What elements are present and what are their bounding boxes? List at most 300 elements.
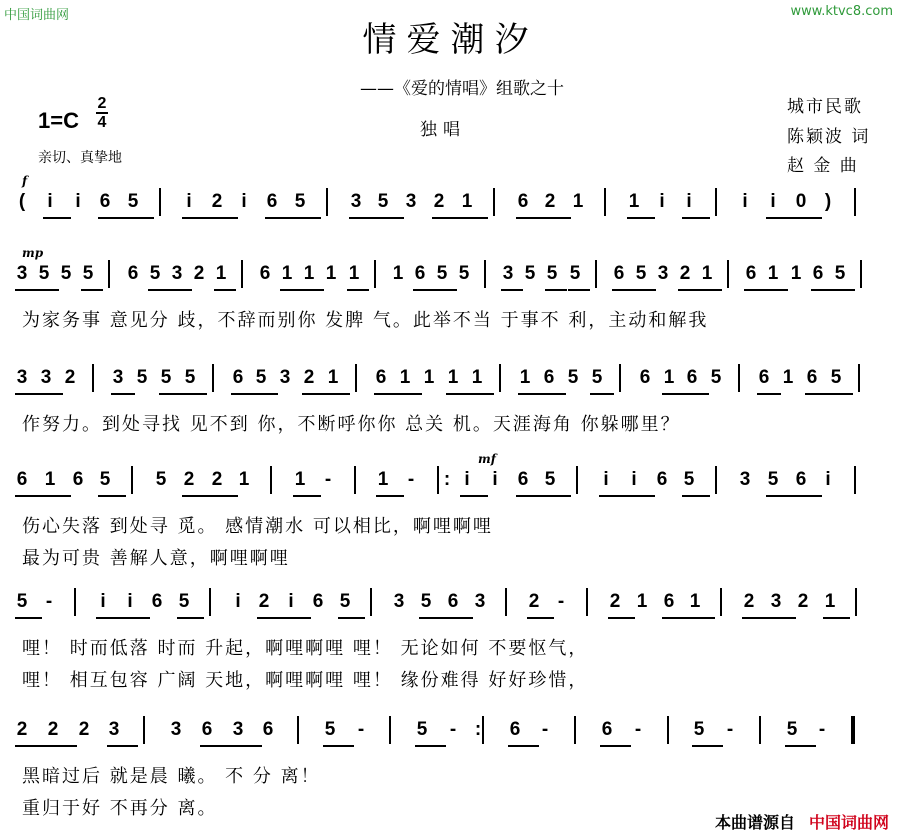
note: 5 [420, 591, 432, 612]
barline [493, 188, 495, 216]
barline [727, 260, 729, 288]
repeat-dots: : [474, 719, 482, 740]
note: i [770, 191, 776, 212]
note: 2 [183, 469, 195, 490]
note: 1 [782, 367, 794, 388]
beam [688, 617, 715, 619]
note: 1 [663, 367, 675, 388]
note: 6 [613, 263, 625, 284]
beam [805, 393, 829, 395]
note: 5 [324, 719, 336, 740]
beam [527, 617, 554, 619]
beam [785, 745, 816, 747]
barline [858, 364, 860, 392]
note: - [557, 591, 565, 612]
beam [81, 289, 103, 291]
source-footer [715, 810, 889, 833]
barline [108, 260, 110, 288]
beam [182, 495, 210, 497]
beam [542, 393, 566, 395]
beam [231, 393, 255, 395]
notes-row [14, 190, 876, 220]
note: 2 [16, 719, 28, 740]
note: 3 [279, 367, 291, 388]
notes-row [14, 468, 876, 498]
beam [374, 393, 398, 395]
note: i [75, 191, 81, 212]
note: 2 [258, 591, 270, 612]
beam [744, 289, 766, 291]
note: 3 [40, 367, 52, 388]
note: 5 [136, 367, 148, 388]
barline [355, 364, 357, 392]
beam [111, 393, 135, 395]
note: 5 [544, 469, 556, 490]
beam [170, 289, 192, 291]
note: 6 [232, 367, 244, 388]
note: 5 [436, 263, 448, 284]
beam [766, 289, 788, 291]
note: 2 [797, 591, 809, 612]
barline [212, 364, 214, 392]
note: 1 [325, 263, 337, 284]
dynamic-marking: f [22, 174, 28, 188]
note: 5 [82, 263, 94, 284]
repeat-dots: : [443, 469, 451, 490]
note: ) [824, 191, 832, 212]
note: 5 [693, 719, 705, 740]
beam [265, 217, 293, 219]
beam [435, 289, 457, 291]
barline [209, 588, 211, 616]
note: 5 [830, 367, 842, 388]
note: 5 [184, 367, 196, 388]
time-top: 2 [97, 95, 107, 112]
beam [46, 745, 77, 747]
note: 3 [770, 591, 782, 612]
note: 5 [339, 591, 351, 612]
beam [323, 745, 354, 747]
note: 1 [790, 263, 802, 284]
note: 3 [16, 367, 28, 388]
note: 6 [656, 469, 668, 490]
beam [302, 289, 324, 291]
note: 6 [795, 469, 807, 490]
note: 2 [528, 591, 540, 612]
beam [543, 495, 571, 497]
note: 1 [689, 591, 701, 612]
barline [851, 716, 855, 744]
note: 6 [127, 263, 139, 284]
beam [432, 217, 460, 219]
note: - [449, 719, 457, 740]
note: 5 [178, 591, 190, 612]
note: 1 [327, 367, 339, 388]
note: 1 [377, 469, 389, 490]
beam [15, 289, 37, 291]
beam [293, 495, 321, 497]
barline [241, 260, 243, 288]
beam [518, 393, 542, 395]
beam [210, 495, 238, 497]
barline [574, 716, 576, 744]
beam [692, 745, 723, 747]
notes-row [14, 366, 876, 396]
footer-label: 本曲谱源自 [714, 813, 795, 832]
barline [595, 260, 597, 288]
beam [302, 393, 326, 395]
note: 1 [824, 591, 836, 612]
beam [662, 617, 689, 619]
beam [349, 217, 377, 219]
note: 5 [546, 263, 558, 284]
note: 5 [377, 191, 389, 212]
note: 1 [399, 367, 411, 388]
note: i [742, 191, 748, 212]
note: 5 [591, 367, 603, 388]
note: 2 [433, 191, 445, 212]
note: - [818, 719, 826, 740]
beam [682, 495, 710, 497]
note: - [45, 591, 53, 612]
mood-marking: 亲切、真挚地 [38, 150, 122, 166]
beam [470, 393, 494, 395]
beam [446, 393, 470, 395]
beam [608, 617, 635, 619]
beam [15, 745, 46, 747]
note: 5 [99, 469, 111, 490]
note: 2 [743, 591, 755, 612]
notes-row [14, 262, 876, 292]
key-signature: 1=C [38, 108, 79, 133]
beam [543, 217, 571, 219]
note: 1 [628, 191, 640, 212]
note: 2 [211, 469, 223, 490]
beam [811, 289, 833, 291]
note: 2 [679, 263, 691, 284]
note: 6 [812, 263, 824, 284]
note: 3 [739, 469, 751, 490]
barline [576, 466, 578, 494]
note: i [464, 469, 470, 490]
barline [354, 466, 356, 494]
note: 5 [127, 191, 139, 212]
lyric-line: 最为可贵 善解人意，啊哩啊哩 [22, 548, 290, 569]
note: 5 [834, 263, 846, 284]
note: 6 [745, 263, 757, 284]
note: 6 [16, 469, 28, 490]
beam [823, 617, 850, 619]
note: 1 [423, 367, 435, 388]
note: 3 [171, 263, 183, 284]
note: 2 [64, 367, 76, 388]
barline [499, 364, 501, 392]
beam [15, 393, 39, 395]
note: i [686, 191, 692, 212]
beam [600, 745, 631, 747]
note: 3 [474, 591, 486, 612]
note: i [492, 469, 498, 490]
lyric-line: 作努力。到处寻找 见不到 你，不断呼你你 总关 机。天涯海角 你躲哪里？ [22, 414, 681, 435]
note: i [288, 591, 294, 612]
beam [612, 289, 634, 291]
note: 5 [524, 263, 536, 284]
note: 5 [635, 263, 647, 284]
lyric-line: 黑暗过后 就是晨 曦。 不 分 离！ [22, 766, 321, 787]
barline [604, 188, 606, 216]
beam [516, 217, 544, 219]
note: 3 [657, 263, 669, 284]
note: 6 [543, 367, 555, 388]
beam [96, 617, 123, 619]
note: - [407, 469, 415, 490]
note: 1 [519, 367, 531, 388]
note: 3 [232, 719, 244, 740]
beam [516, 495, 544, 497]
beam [627, 217, 655, 219]
barline [715, 466, 717, 494]
beam [833, 289, 855, 291]
barline [326, 188, 328, 216]
note: 3 [108, 719, 120, 740]
lyric-line: 哩！ 相互包容 广阔 天地，啊哩啊哩 哩！ 缘份难得 好好珍惜， [22, 670, 589, 691]
beam [742, 617, 769, 619]
note: 1 [303, 263, 315, 284]
note: i [127, 591, 133, 612]
barline [854, 466, 856, 494]
lyric-line: 哩！ 时而低落 时而 升起，啊哩啊哩 哩！ 无论如何 不要怄气， [22, 638, 589, 659]
note: 6 [266, 191, 278, 212]
note: 3 [350, 191, 362, 212]
note: 1 [281, 263, 293, 284]
note: 6 [447, 591, 459, 612]
barline [270, 466, 272, 494]
note: 2 [47, 719, 59, 740]
note: 1 [238, 469, 250, 490]
lyric-line: 重归于好 不再分 离。 [22, 798, 218, 819]
beam [419, 617, 446, 619]
beam [829, 393, 853, 395]
beam [214, 289, 236, 291]
time-bottom: 4 [97, 114, 107, 131]
beam [590, 393, 614, 395]
note: 6 [509, 719, 521, 740]
beam [326, 393, 350, 395]
note: i [603, 469, 609, 490]
beam [177, 617, 204, 619]
barline [619, 364, 621, 392]
note: 5 [255, 367, 267, 388]
note: 3 [170, 719, 182, 740]
barline [738, 364, 740, 392]
note: 6 [99, 191, 111, 212]
note: - [634, 719, 642, 740]
note: 3 [502, 263, 514, 284]
barline [484, 260, 486, 288]
barline [131, 466, 133, 494]
barline [720, 588, 722, 616]
barline [143, 716, 145, 744]
note: 2 [211, 191, 223, 212]
note: 1 [636, 591, 648, 612]
note: 6 [201, 719, 213, 740]
note: 6 [758, 367, 770, 388]
beam [685, 393, 709, 395]
beam [545, 289, 567, 291]
note: 5 [155, 469, 167, 490]
note: 6 [806, 367, 818, 388]
notes-row [14, 718, 876, 748]
dynamic-marking: mf [478, 452, 496, 466]
note: - [357, 719, 365, 740]
barline [374, 260, 376, 288]
note: i [100, 591, 106, 612]
credit-genre: 城市民歌 [787, 97, 863, 117]
note: 3 [16, 263, 28, 284]
beam [231, 745, 262, 747]
note: 1 [572, 191, 584, 212]
note: 1 [294, 469, 306, 490]
watermark-left: 中国词曲网 [4, 8, 70, 23]
beam [376, 217, 404, 219]
note: 6 [375, 367, 387, 388]
note: 5 [16, 591, 28, 612]
note: - [324, 469, 332, 490]
note: i [47, 191, 53, 212]
barline [667, 716, 669, 744]
beam [182, 217, 210, 219]
beam [293, 217, 321, 219]
note: 1 [461, 191, 473, 212]
beam [446, 617, 473, 619]
note: 5 [416, 719, 428, 740]
note: 5 [569, 263, 581, 284]
beam [159, 393, 183, 395]
beam [769, 617, 796, 619]
note: 5 [294, 191, 306, 212]
barline [715, 188, 717, 216]
note: 3 [405, 191, 417, 212]
note: - [726, 719, 734, 740]
song-subtitle: ——《爱的情唱》组歌之十 [360, 79, 564, 99]
beam [107, 745, 138, 747]
beam [37, 289, 59, 291]
beam [126, 217, 154, 219]
beam [662, 393, 686, 395]
beam [508, 745, 539, 747]
barline [297, 716, 299, 744]
footer-site: 中国词曲网 [808, 813, 889, 832]
beam [766, 495, 794, 497]
note: 1 [447, 367, 459, 388]
beam [599, 495, 627, 497]
song-title: 情爱潮汐 [362, 20, 539, 60]
barline [855, 588, 857, 616]
beam [284, 617, 311, 619]
performance-type: 独唱 [420, 120, 466, 140]
note: 3 [112, 367, 124, 388]
note: 2 [78, 719, 90, 740]
note: 5 [38, 263, 50, 284]
note: ( [18, 191, 26, 212]
beam [460, 495, 488, 497]
note: i [235, 591, 241, 612]
note: 3 [393, 591, 405, 612]
note: 5 [710, 367, 722, 388]
beam [200, 745, 231, 747]
note: 1 [348, 263, 360, 284]
note: i [241, 191, 247, 212]
note: 6 [639, 367, 651, 388]
note: 5 [567, 367, 579, 388]
time-signature [96, 95, 108, 131]
note: i [186, 191, 192, 212]
note: 0 [795, 191, 807, 212]
beam [501, 289, 523, 291]
beam [678, 289, 700, 291]
note: 6 [262, 719, 274, 740]
note: 5 [767, 469, 779, 490]
beam [39, 393, 63, 395]
note: - [541, 719, 549, 740]
beam [98, 495, 126, 497]
barline [74, 588, 76, 616]
beam [98, 217, 126, 219]
credit-lyricist: 陈颖波 词 [787, 127, 871, 147]
barline [159, 188, 161, 216]
lyric-line: 为家务事 意见分 歧，不辞而别你 发脾 气。此举不当 于事不 利，主动和解我 [22, 310, 709, 331]
note: 5 [458, 263, 470, 284]
note: 1 [471, 367, 483, 388]
beam [376, 495, 404, 497]
beam [183, 393, 207, 395]
note: 6 [259, 263, 271, 284]
beam [627, 495, 655, 497]
credit-composer: 赵 金 曲 [787, 156, 859, 176]
beam [700, 289, 722, 291]
beam [634, 289, 656, 291]
note: i [825, 469, 831, 490]
beam [257, 617, 284, 619]
note: 6 [517, 191, 529, 212]
barline [586, 588, 588, 616]
note: 6 [151, 591, 163, 612]
beam [413, 289, 435, 291]
note: 1 [215, 263, 227, 284]
beam [568, 289, 590, 291]
note: 5 [786, 719, 798, 740]
beam [347, 289, 369, 291]
note: 1 [44, 469, 56, 490]
beam [210, 217, 238, 219]
note: 5 [160, 367, 172, 388]
beam [766, 217, 794, 219]
beam [415, 745, 446, 747]
notes-row [14, 590, 876, 620]
note: 5 [683, 469, 695, 490]
note: 2 [609, 591, 621, 612]
note: 6 [663, 591, 675, 612]
note: 5 [60, 263, 72, 284]
beam [123, 617, 150, 619]
beam [148, 289, 170, 291]
note: 2 [544, 191, 556, 212]
barline [92, 364, 94, 392]
note: 6 [517, 469, 529, 490]
beam [254, 393, 278, 395]
beam [757, 393, 781, 395]
beam [280, 289, 302, 291]
